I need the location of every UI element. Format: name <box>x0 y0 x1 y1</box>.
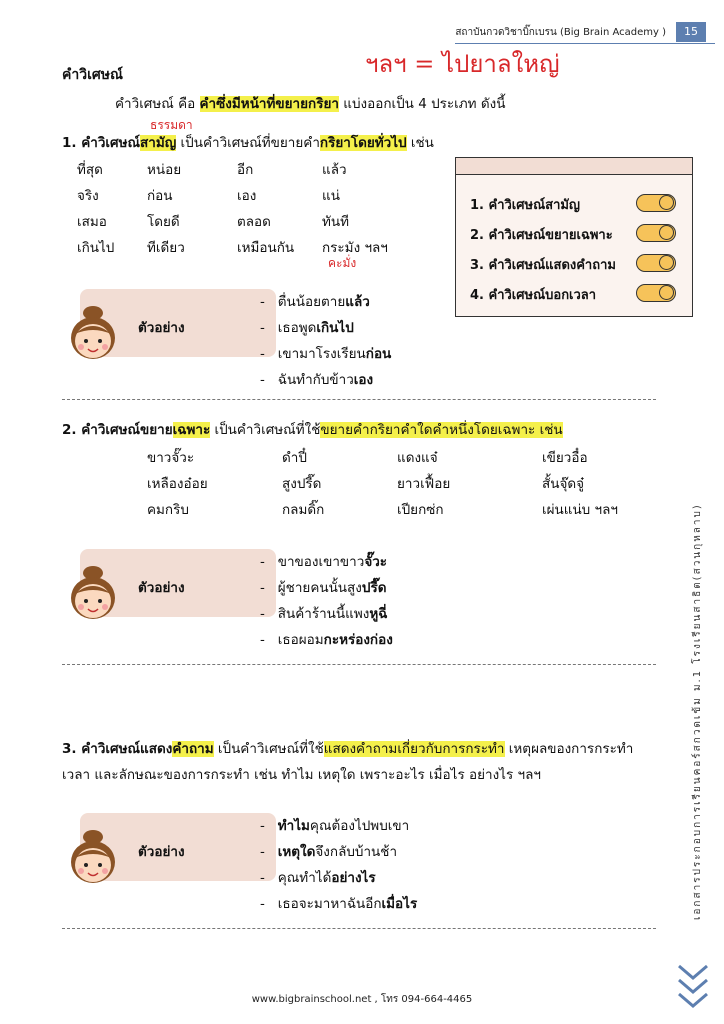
word: ยาวเฟื้อย <box>397 476 451 492</box>
intro-suffix: แบ่งออกเป็น 4 ประเภท ดังนี้ <box>338 96 506 112</box>
word: เผ่นแน่บ ฯลฯ <box>542 502 618 518</box>
word: ก่อน <box>147 188 173 204</box>
section3-title-mid: เป็นคำวิเศษณ์ที่ใช้ <box>213 741 324 757</box>
word: กระมัง ฯลฯ <box>322 240 388 256</box>
girl-face-icon <box>66 828 120 886</box>
word: สูงปรี๊ด <box>282 476 322 492</box>
example-item: - สินค้าร้านนี้แพงหูฉี่ <box>260 606 388 622</box>
word: ทีเดียว <box>147 240 185 256</box>
word: สั้นจุ๊ดจู๋ <box>542 476 585 492</box>
girl-face-icon <box>66 304 120 362</box>
section1-num: 1. คำวิเศษณ์ <box>62 135 141 151</box>
word: ขาวจั๊วะ <box>147 450 195 466</box>
word: ที่สุด <box>77 162 103 178</box>
word: จริง <box>77 188 99 204</box>
divider <box>62 399 656 400</box>
intro-highlight: คำซึ่งมีหน้าที่ขยายกริยา <box>199 96 339 112</box>
word: เหมือนกัน <box>237 240 295 256</box>
section2-title-highlight2: ขยายคำกริยาคำใดคำหนึ่งโดยเฉพาะ เช่น <box>320 422 563 438</box>
section3-title-highlight2: แสดงคำถามเกี่ยวกับการกระทำ <box>323 741 505 757</box>
word: เขียวอื๋อ <box>542 450 588 466</box>
toggle-icon <box>636 194 676 212</box>
word: คมกริบ <box>147 502 189 518</box>
section1-title <box>62 131 434 153</box>
girl-face-icon <box>66 564 120 622</box>
example-item: - เขามาโรงเรียนก่อน <box>260 346 392 362</box>
word: ตลอด <box>237 214 271 230</box>
example-item: - เธอพูดเกินไป <box>260 320 354 336</box>
example-label-1: ตัวอย่าง <box>138 320 185 336</box>
example-label-3: ตัวอย่าง <box>138 844 185 860</box>
word: แล้ว <box>322 162 347 178</box>
section3-num: 3. คำวิเศษณ์แสดง <box>62 741 173 757</box>
legend-item: 4. คำวิเศษณ์บอกเวลา <box>470 288 597 303</box>
section3-title <box>62 737 633 759</box>
word: เสมอ <box>77 214 107 230</box>
handwritten-note: ฯลฯ = ไปยาลใหญ่ <box>365 50 560 78</box>
example-label-2: ตัวอย่าง <box>138 580 185 596</box>
section2-num: 2. คำวิเศษณ์ขยาย <box>62 422 173 438</box>
legend-item: 1. คำวิเศษณ์สามัญ <box>470 198 581 213</box>
intro-prefix: คำวิเศษณ์ คือ <box>115 96 200 112</box>
example-item: - ทำไมคุณต้องไปพบเขา <box>260 818 410 834</box>
example-item: - ฉันทำกับข้าวเอง <box>260 372 374 388</box>
section2-title-mid: เป็นคำวิเศษณ์ที่ใช้ <box>210 422 321 438</box>
divider <box>62 928 656 929</box>
word: แน่ <box>322 188 340 204</box>
word: เกินไป <box>77 240 115 256</box>
side-caption: เอกสารประกอบการเรียนคอร์สกวดเข้ม ม.1 โรงเรียนสาธิต(สวนกุหลาบ) <box>692 503 703 920</box>
legend-item: 2. คำวิเศษณ์ขยายเฉพาะ <box>470 228 613 243</box>
category-legend <box>455 157 693 317</box>
header-title: สถาบันกวดวิชาบิ๊กเบรน (Big Brain Academy ) <box>455 27 666 38</box>
toggle-icon <box>636 254 676 272</box>
word: หน่อย <box>147 162 182 178</box>
example-item: - ตื่นน้อยตายแล้ว <box>260 294 370 310</box>
main-heading: คำวิเศษณ์ <box>62 67 123 83</box>
handwritten-annotation-2: คะมั่ง <box>328 256 357 270</box>
page-number: 15 <box>676 22 706 42</box>
word: โดยดี <box>147 214 180 230</box>
section2-title <box>62 418 563 440</box>
word: ทันที <box>322 214 350 230</box>
word: เหลืองอ๋อย <box>147 476 208 492</box>
legend-header <box>456 158 692 175</box>
word: กลมดิ๊ก <box>282 502 325 518</box>
toggle-icon <box>636 284 676 302</box>
section2-title-highlight: เฉพาะ <box>172 422 211 438</box>
section3-title-end: เหตุผลของการกระทำ <box>504 741 634 757</box>
example-item: - เหตุใดจึงกลับบ้านช้า <box>260 844 398 860</box>
section3-title-highlight: คำถาม <box>172 741 214 757</box>
section1-title-highlight2: กริยาโดยทั่วไป <box>319 135 407 151</box>
section1-title-end: เช่น <box>406 135 434 151</box>
word: เอง <box>237 188 257 204</box>
legend-item: 3. คำวิเศษณ์แสดงคำถาม <box>470 258 616 273</box>
handwritten-annotation-1: ธรรมดา <box>150 118 193 132</box>
example-item: - เธอจะมาหาฉันอีกเมื่อไร <box>260 896 418 912</box>
example-item: - ขาของเขาขาวจั๊วะ <box>260 554 388 570</box>
word: ดำปี๋ <box>282 450 307 466</box>
intro-text <box>115 92 505 114</box>
example-item: - ผู้ชายคนนั้นสูงปรี๊ด <box>260 580 387 596</box>
example-item: - เธอผอมกะหร่องก่อง <box>260 632 393 648</box>
section3-line2: เวลา และลักษณะของการกระทำ เช่น ทำไม เหตุใด เพราะอะไร เมื่อไร อย่างไร ฯลฯ <box>62 767 541 783</box>
word: อีก <box>237 162 254 178</box>
section1-title-highlight: สามัญ <box>140 135 177 151</box>
word: เปียกซ่ก <box>397 502 444 518</box>
example-item: - คุณทำได้อย่างไร <box>260 870 376 886</box>
divider <box>62 664 656 665</box>
word: แดงแจ๋ <box>397 450 438 466</box>
footer: www.bigbrainschool.net , โทร 094-664-4465 <box>251 994 473 1005</box>
section1-title-mid: เป็นคำวิเศษณ์ที่ขยายคำ <box>176 135 320 151</box>
toggle-icon <box>636 224 676 242</box>
